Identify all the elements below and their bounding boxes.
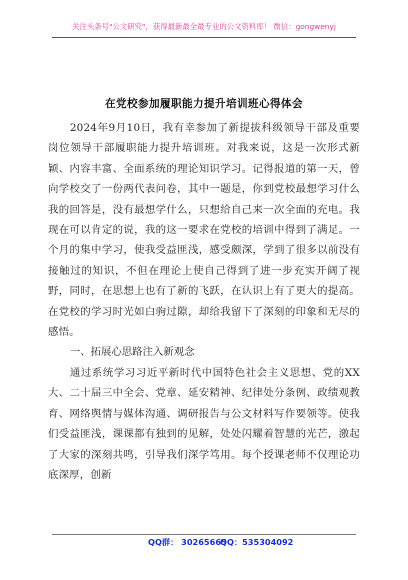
document-body xyxy=(48,118,360,485)
header-divider xyxy=(52,37,356,38)
footer-divider xyxy=(52,534,356,535)
document-title: 在党校参加履职能力提升培训班心得体会 xyxy=(105,98,303,110)
footer-qq: QQ：535304092 xyxy=(220,537,294,547)
header-promo-text: 关注头条号"公文研究"，获得最新最全最专业的公文资料库！ 微信：gongwenyj xyxy=(72,22,336,31)
section-heading: 一、拓展心思路注入新观念 xyxy=(69,346,195,359)
footer-qq-group: QQ群： 30265665 xyxy=(148,537,227,547)
body-paragraph: 2024年9月10日，我有幸参加了新提拔科级领导干部及重要岗位领导干部履职能力提升培训班。对我来说，这是一次形式新颖、内容丰富、全面系统的理论知识学习。记得报道的第一天，曾向学校交了一份两代表问卷，其中一题是，你到党校最想学习什么我的回答是，没有最想学什么，只想给自己来一次全面的充电。我现在可以肯定的说，我的这一要求在党校的培训中得到了满足。一个月的集中学习，使我受益匪浅，感受颇深，学到了很多以前没有接触过的知识，不但在理论上使自己得到了进一步充实开阔了视野，同时，在思想上也有了新的飞跃，在认识上有了更大的提高。在党校的学习时光如白驹过隙，却给我留下了深刻的印象和无尽的感悟。 xyxy=(48,122,360,339)
section-paragraph: 通过系统学习习近平新时代中国特色社会主义思想、党的XX大、二十届三中全会、党章、延安精神、纪律处分条例、政绩观教育、网络舆情与媒体沟通、调研报告与公文材料写作要领等。使我们受益匪浅，课课都有独到的见解，处处闪耀着智慧的光芒，激起了大家的深刻共鸣，引导我们深学笃用。每个授课老师不仅理论功底深厚，创新 xyxy=(48,366,360,481)
